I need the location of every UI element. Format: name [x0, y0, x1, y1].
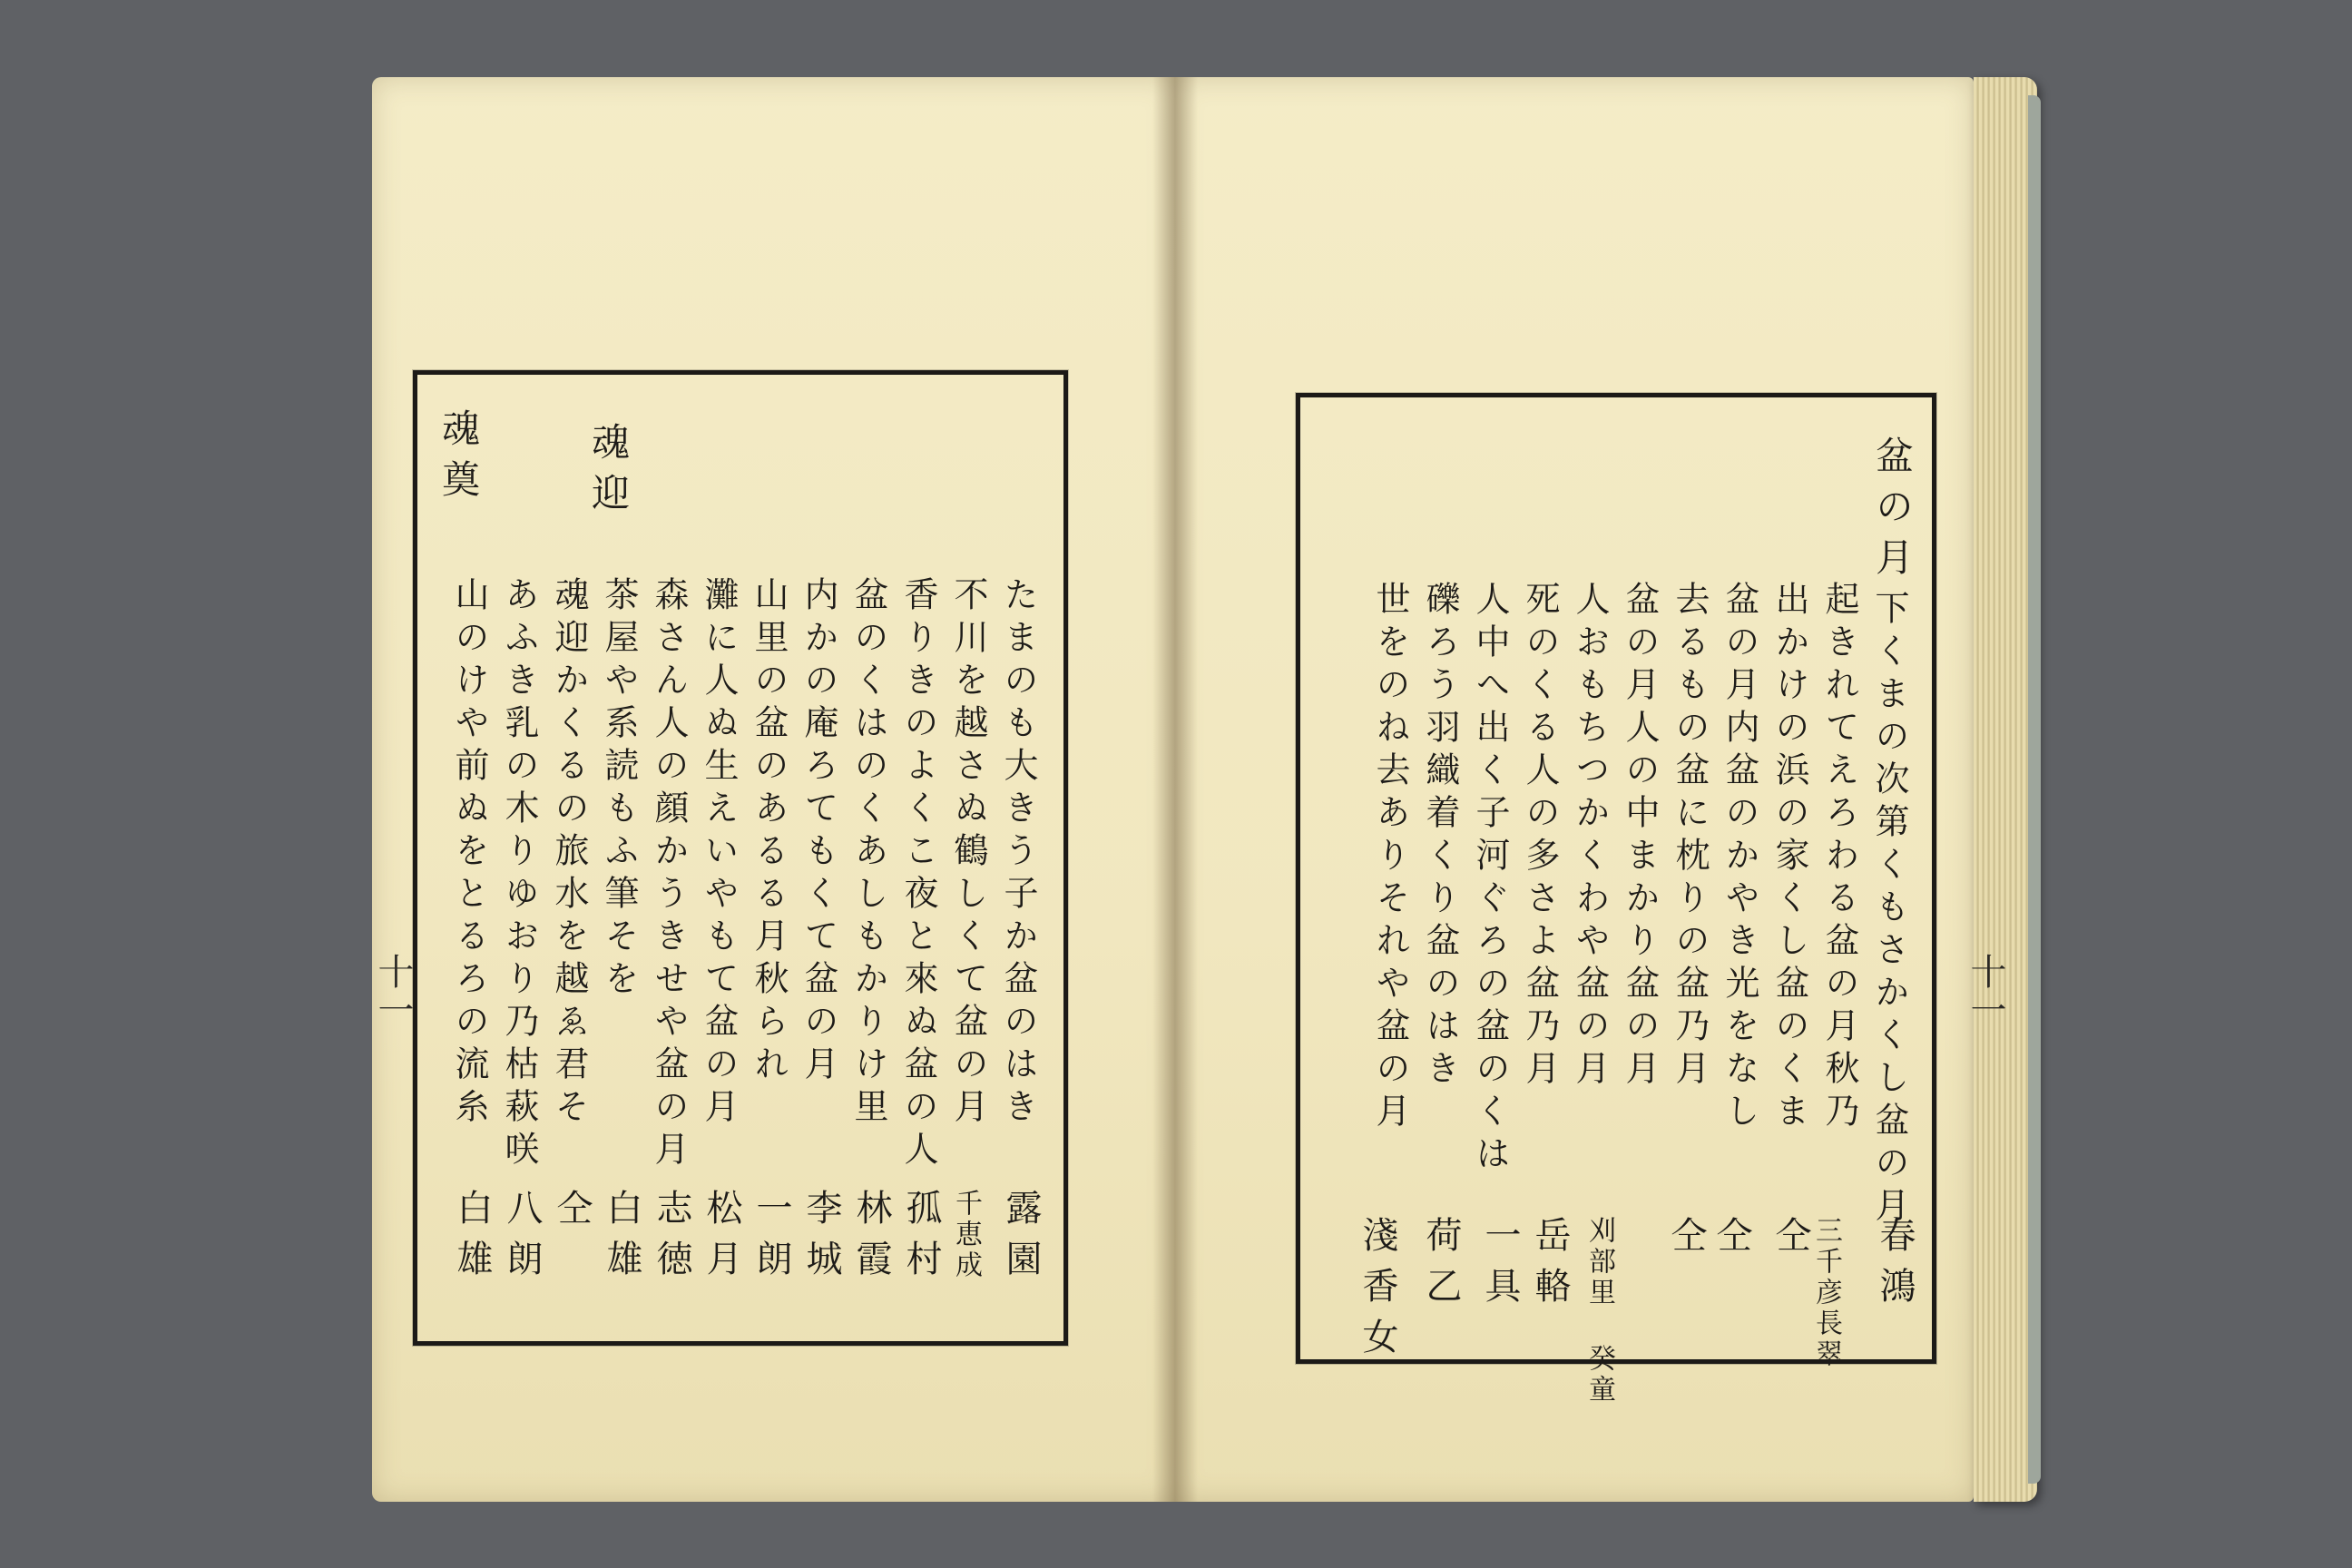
left-verse: 山のけや前ぬをとるろの流糸 [449, 576, 489, 1131]
left-verse: 香りきのよくこ夜と來ぬ盆の人 [898, 576, 938, 1173]
left-author: 白雄 [601, 1189, 642, 1290]
left-verse: 山里の盆のあるる月秋られ [749, 576, 789, 1088]
right-author: 岳輅 [1529, 1216, 1571, 1318]
left-author: 露園 [1000, 1189, 1042, 1290]
left-author: 白雄 [451, 1189, 493, 1290]
left-author: 仝 [551, 1189, 593, 1240]
left-author: 志徳 [651, 1189, 692, 1290]
cover-edge [2028, 95, 2041, 1484]
right-verse: 起きれてえろわる盆の月秋乃 [1819, 581, 1859, 1135]
right-verse: 盆の月内盆のかやき光をなし [1720, 581, 1759, 1135]
left-verse: あふき乳の木りゆおり乃枯萩咲 [499, 576, 539, 1173]
left-verse: 茶屋や系読もふ筆そを [599, 576, 639, 1003]
left-heading-2: 魂奠 [436, 408, 481, 510]
left-verse: 内かの庵ろてもくて盆の月 [799, 576, 838, 1088]
right-verse: 死のくる人の多さよ盆乃月 [1520, 581, 1560, 1093]
right-verse: 人おもちつかくわや盆の月 [1570, 581, 1610, 1093]
right-verse: 出かけの浜の家くし盆のくま [1769, 581, 1809, 1135]
right-author: 荷乙 [1420, 1216, 1462, 1318]
left-author: 千恵成 [950, 1189, 982, 1281]
right-author: 仝 [1710, 1216, 1752, 1267]
left-author: 孤村 [900, 1189, 942, 1290]
right-heading: 盆の月 [1870, 436, 1915, 588]
left-author: 李城 [800, 1189, 842, 1290]
left-verse: 不川を越さぬ鶴しくて盆の月 [948, 576, 988, 1131]
book-gutter [1152, 77, 1198, 1502]
left-author: 林霞 [850, 1189, 892, 1290]
right-author: 刈部里 癸童 [1583, 1216, 1615, 1406]
left-heading-1: 魂迎 [586, 422, 631, 524]
left-folio: 十一 [372, 953, 414, 1029]
right-author: 一具 [1479, 1216, 1521, 1318]
left-verse: 森さん人の顔かうきせや盆の月 [649, 576, 689, 1173]
right-folio: 十一 [1965, 953, 2006, 1029]
right-verse: 下くまの次第くもさかくし盆の月 [1869, 590, 1909, 1230]
left-verse: 灘に人ぬ生えいやもて盆の月 [699, 576, 739, 1131]
left-author: 一朗 [750, 1189, 792, 1290]
left-verse: 盆のくはのくあしもかりけ里 [848, 576, 888, 1131]
right-author: 春鴻 [1874, 1216, 1916, 1318]
right-verse: 人中へ出く子河ぐろの盆のくは [1470, 581, 1510, 1178]
right-verse: 去るもの盆に枕りの盆乃月 [1670, 581, 1710, 1093]
left-author: 八朗 [501, 1189, 543, 1290]
right-author: 三千彦長翠 [1810, 1216, 1842, 1370]
right-verse: 世をのね去ありそれや盆の月 [1370, 581, 1410, 1135]
right-author: 仝 [1769, 1216, 1811, 1267]
left-verse: たまのも大きう子か盆のはき [998, 576, 1038, 1131]
right-verse: 盆の月人の中まかり盆の月 [1620, 581, 1660, 1093]
left-author: 松月 [701, 1189, 742, 1290]
right-verse: 礫ろう羽織着くり盆のはき [1420, 581, 1460, 1093]
right-author: 仝 [1665, 1216, 1707, 1267]
left-verse: 魂迎かくるの旅水を越ゑ君そ [549, 576, 589, 1131]
right-author: 淺香女 [1357, 1216, 1398, 1368]
